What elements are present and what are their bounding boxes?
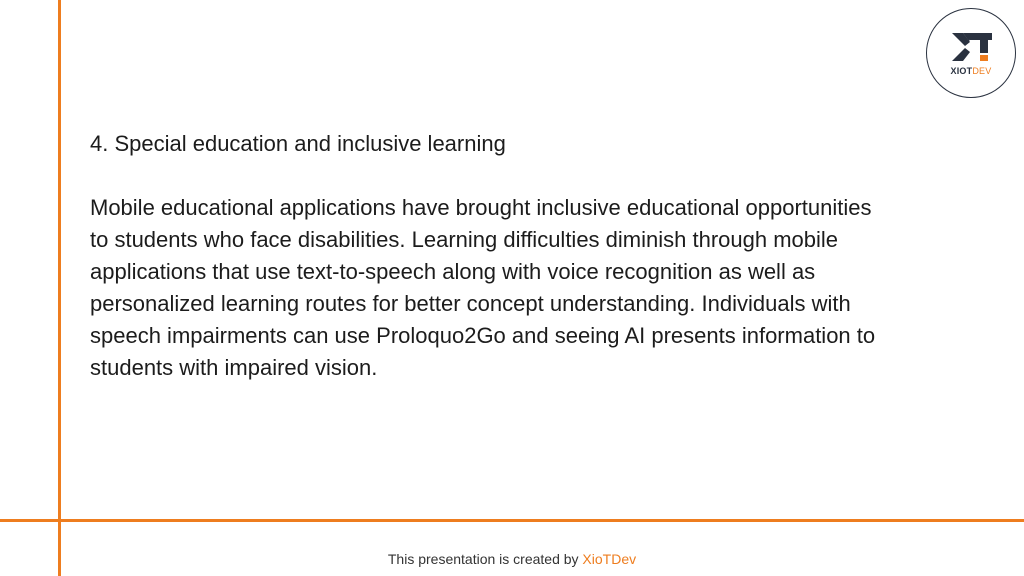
vertical-accent-line: [58, 0, 61, 576]
logo-wordmark: XIOTDEV: [950, 66, 992, 76]
xiotdev-logo-icon: [950, 31, 994, 63]
footer-brand: XioTDev: [582, 551, 637, 567]
footer-prefix: This presentation is created by: [387, 551, 583, 567]
slide-heading: 4. Special education and inclusive learning: [90, 131, 506, 156]
horizontal-accent-line: [0, 519, 1024, 522]
xiotdev-logo: [926, 8, 1016, 98]
slide-body: Mobile educational applications have brought inclusive educational opportunities to students who face disabilities. Learning difficulties diminish through mobile applications that use text-to-speech along with voice recognition as well as personalized learning routes for better concept understanding. Individuals with speech impairments can use Proloquo2Go and seeing AI presents information to students with impaired vision.: [90, 195, 876, 380]
footer-credit: [0, 551, 1024, 567]
slide-content: [90, 128, 890, 384]
